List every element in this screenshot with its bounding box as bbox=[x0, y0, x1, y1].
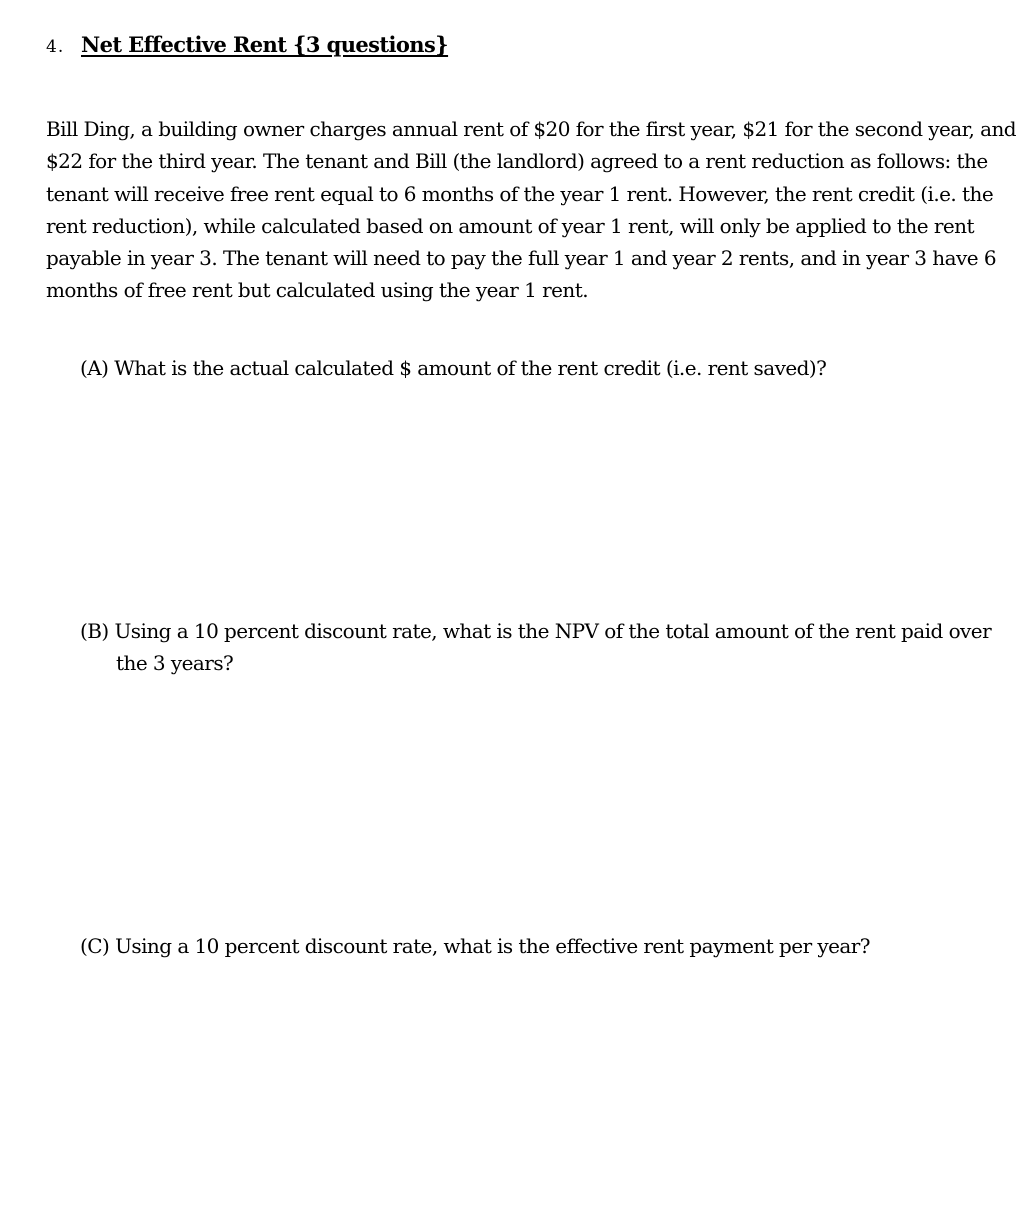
question-a bbox=[80, 352, 826, 384]
section-heading bbox=[46, 32, 448, 57]
section-title: Net Effective Rent {3 questions} bbox=[81, 32, 449, 57]
section-number: 4. bbox=[46, 37, 65, 57]
description-line: $22 for the third year. The tenant and Bill (the landlord) agreed to a rent reduction as follows: the bbox=[46, 149, 988, 174]
question-b-text: (B) Using a 10 percent discount rate, what is the NPV of the total amount of the rent paid over bbox=[80, 619, 992, 643]
description-line: tenant will receive free rent equal to 6 months of the year 1 rent. However, the rent credit (i.e. the bbox=[46, 181, 994, 206]
question-c bbox=[80, 930, 870, 962]
description-line: months of free rent but calculated using the year 1 rent. bbox=[46, 278, 589, 303]
question-c-text: (C) Using a 10 percent discount rate, what is the effective rent payment per year? bbox=[80, 934, 870, 958]
question-b-text-continued: the 3 years? bbox=[116, 651, 234, 675]
question-b bbox=[80, 615, 991, 679]
description-line: rent reduction), while calculated based on amount of year 1 rent, will only be applied to the rent bbox=[46, 213, 974, 238]
description-line: payable in year 3. The tenant will need to pay the full year 1 and year 2 rents, and in year 3 have 6 bbox=[46, 246, 997, 271]
problem-description bbox=[46, 113, 1017, 307]
question-a-text: (A) What is the actual calculated $ amount of the rent credit (i.e. rent saved)? bbox=[80, 356, 827, 380]
description-line: Bill Ding, a building owner charges annual rent of $20 for the first year, $21 for the second year, and bbox=[46, 117, 1017, 141]
